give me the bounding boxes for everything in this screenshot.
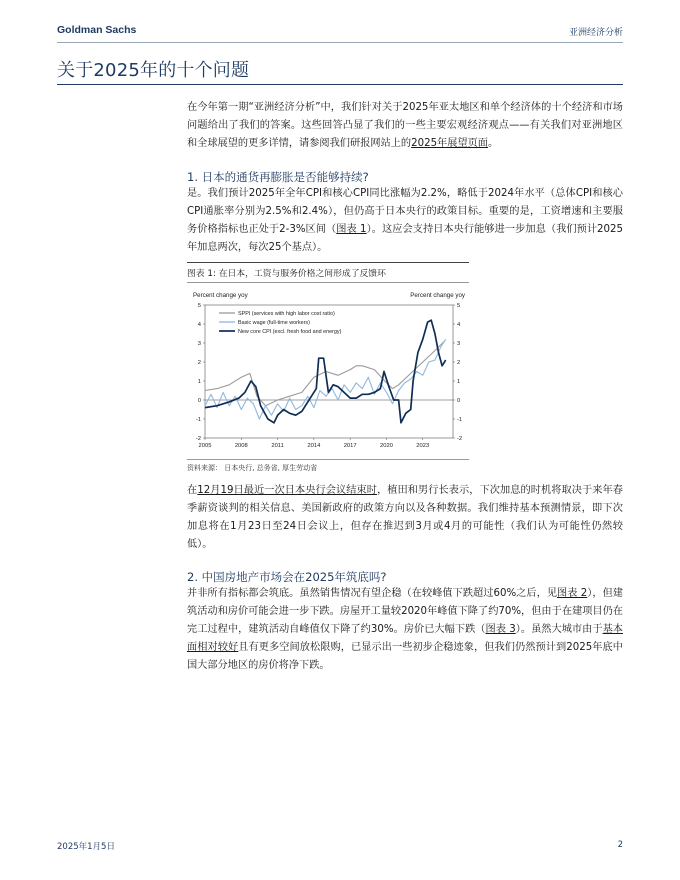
y-tick-label-right: -1 [457, 417, 463, 423]
series-line-2 [205, 339, 446, 419]
x-tick-label: 2023 [416, 443, 430, 449]
q1-text: 是。我们预计2025年全年CPI和核心CPI同比涨幅为2.2%，略低于2024年水平（总体CPI和核心CPI通胀率分别为2.5%和2.4%），但仍高于日本央行的政策目标。重要的是，工资增速和主要服务价格指标也正处于2-3%区间（ [187, 188, 623, 235]
x-tick-label: 2008 [234, 443, 248, 449]
x-tick-label: 2017 [343, 443, 357, 449]
figure-1-chart [187, 283, 469, 458]
q1-text-end: ）。这应会支持日本央行能够进一步加息（我们预计2025年加息两次，每次25个基点）。 [187, 224, 623, 253]
x-tick-label: 2014 [307, 443, 321, 449]
q2-paragraph [187, 585, 623, 675]
y-tick-label-left: 5 [197, 303, 201, 309]
legend-label-3: New core CPI (excl. fresh food and energy) [238, 329, 342, 335]
section-heading-q2: 2. 中国房地产市场会在2025年筑底吗? [187, 570, 387, 584]
page-title: 关于2025年的十个问题 [57, 60, 250, 81]
y-tick-label-left: 1 [197, 379, 201, 385]
q1-p2-text: 在 [187, 485, 198, 496]
chart-axes [196, 303, 462, 449]
exhibit-3-link[interactable]: 图表 3 [485, 624, 516, 635]
figure-rule-bottom [187, 459, 469, 460]
x-tick-label: 2011 [271, 443, 284, 449]
intro-paragraph [187, 99, 623, 153]
chart-legend [219, 311, 342, 335]
y-tick-label-right: 5 [457, 303, 461, 309]
y-tick-label-left: 3 [197, 341, 201, 347]
x-tick-label: 2020 [380, 443, 393, 449]
y-tick-label-left: -1 [195, 417, 201, 423]
q1-paragraph-2 [187, 482, 623, 554]
header-brand: Goldman Sachs [57, 24, 137, 36]
intro-text-end: 。 [488, 138, 499, 149]
q1-p2-text-end: ，植田和男行长表示，下次加息的时机将取决于来年春季薪资谈判的相关信息、美国新政府的政策方向以及各种数据。我们维持基本预测情景，即下次加息将在1月23日至24日会议上，但存在推迟到3月或4月的可能性（我们认为可能性仍然较低）。 [187, 485, 623, 550]
x-tick-label: 2005 [198, 443, 212, 449]
y-axis-label-left: Percent change yoy [193, 292, 248, 299]
q1-paragraph [187, 185, 623, 257]
q2-text-3: ）。虽然大城市由于 [515, 624, 603, 635]
footer-date: 2025年1月5日 [57, 842, 115, 852]
outlook-page-link[interactable]: 2025年展望页面 [411, 138, 488, 149]
y-tick-label-left: -2 [195, 436, 201, 442]
header-rule [57, 42, 623, 43]
q2-text-2: ），但建筑活动和房价可能会进一步下跌。房屋开工量较2020年峰值下降了约70%，但由于在建项目仍在完工过程中，建筑活动自峰值仅下降了约30%。房价已大幅下跌（ [187, 588, 623, 635]
title-rule [57, 84, 623, 85]
exhibit-2-link[interactable]: 图表 2 [557, 588, 588, 599]
legend-label-2: Basic wage (full-time workers) [238, 320, 310, 326]
y-tick-label-right: 4 [457, 322, 461, 328]
boj-meeting-link[interactable]: 12月19日最近一次日本央行会议结束时 [197, 485, 378, 496]
intro-text: 在今年第一期“亚洲经济分析”中，我们针对关于2025年亚太地区和单个经济体的十个经济和市场问题给出了我们的答案。这些回答凸显了我们的一些主要宏观经济观点——有关我们对亚洲地区和全球展望的更多详情，请参阅我们研报网站上的 [187, 102, 623, 149]
y-axis-label-right: Percent change yoy [410, 292, 465, 299]
header-section: 亚洲经济分析 [568, 28, 623, 38]
section-heading-q1: 1. 日本的通货再膨胀是否能够持续? [187, 170, 369, 184]
y-tick-label-left: 2 [197, 360, 201, 366]
y-tick-label-left: 4 [197, 322, 201, 328]
figure-1-title: 图表 1: 在日本，工资与服务价格之间形成了反馈环 [187, 269, 386, 279]
series-line-3 [205, 320, 446, 423]
y-tick-label-right: 2 [457, 360, 461, 366]
y-tick-label-right: 1 [457, 379, 461, 385]
figure-1-source: 资料来源： 日本央行, 总务省, 厚生劳动省 [187, 464, 318, 472]
exhibit-1-link[interactable]: 图表 1 [336, 224, 367, 235]
y-tick-label-left: 0 [197, 398, 201, 404]
figure-rule-top [187, 262, 469, 263]
q2-text-4: 且有更多空间放松限购，已显示出一些初步企稳迹象，但我们仍然预计到2025年底中国大部分地区的房价将净下跌。 [187, 642, 623, 671]
legend-label-1: SPPI (services with high labor cost ratio) [238, 311, 335, 317]
chart-series [205, 320, 446, 423]
q2-text-1: 并非所有指标都会筑底。虽然销售情况有望企稳（在较峰值下跌超过60%之后，见 [187, 588, 558, 599]
y-tick-label-right: 3 [457, 341, 461, 347]
y-tick-label-right: -2 [457, 436, 463, 442]
footer-page-number: 2 [617, 840, 623, 850]
fundamentals-link[interactable]: 基本面相对较好 [187, 624, 623, 653]
y-tick-label-right: 0 [457, 398, 461, 404]
